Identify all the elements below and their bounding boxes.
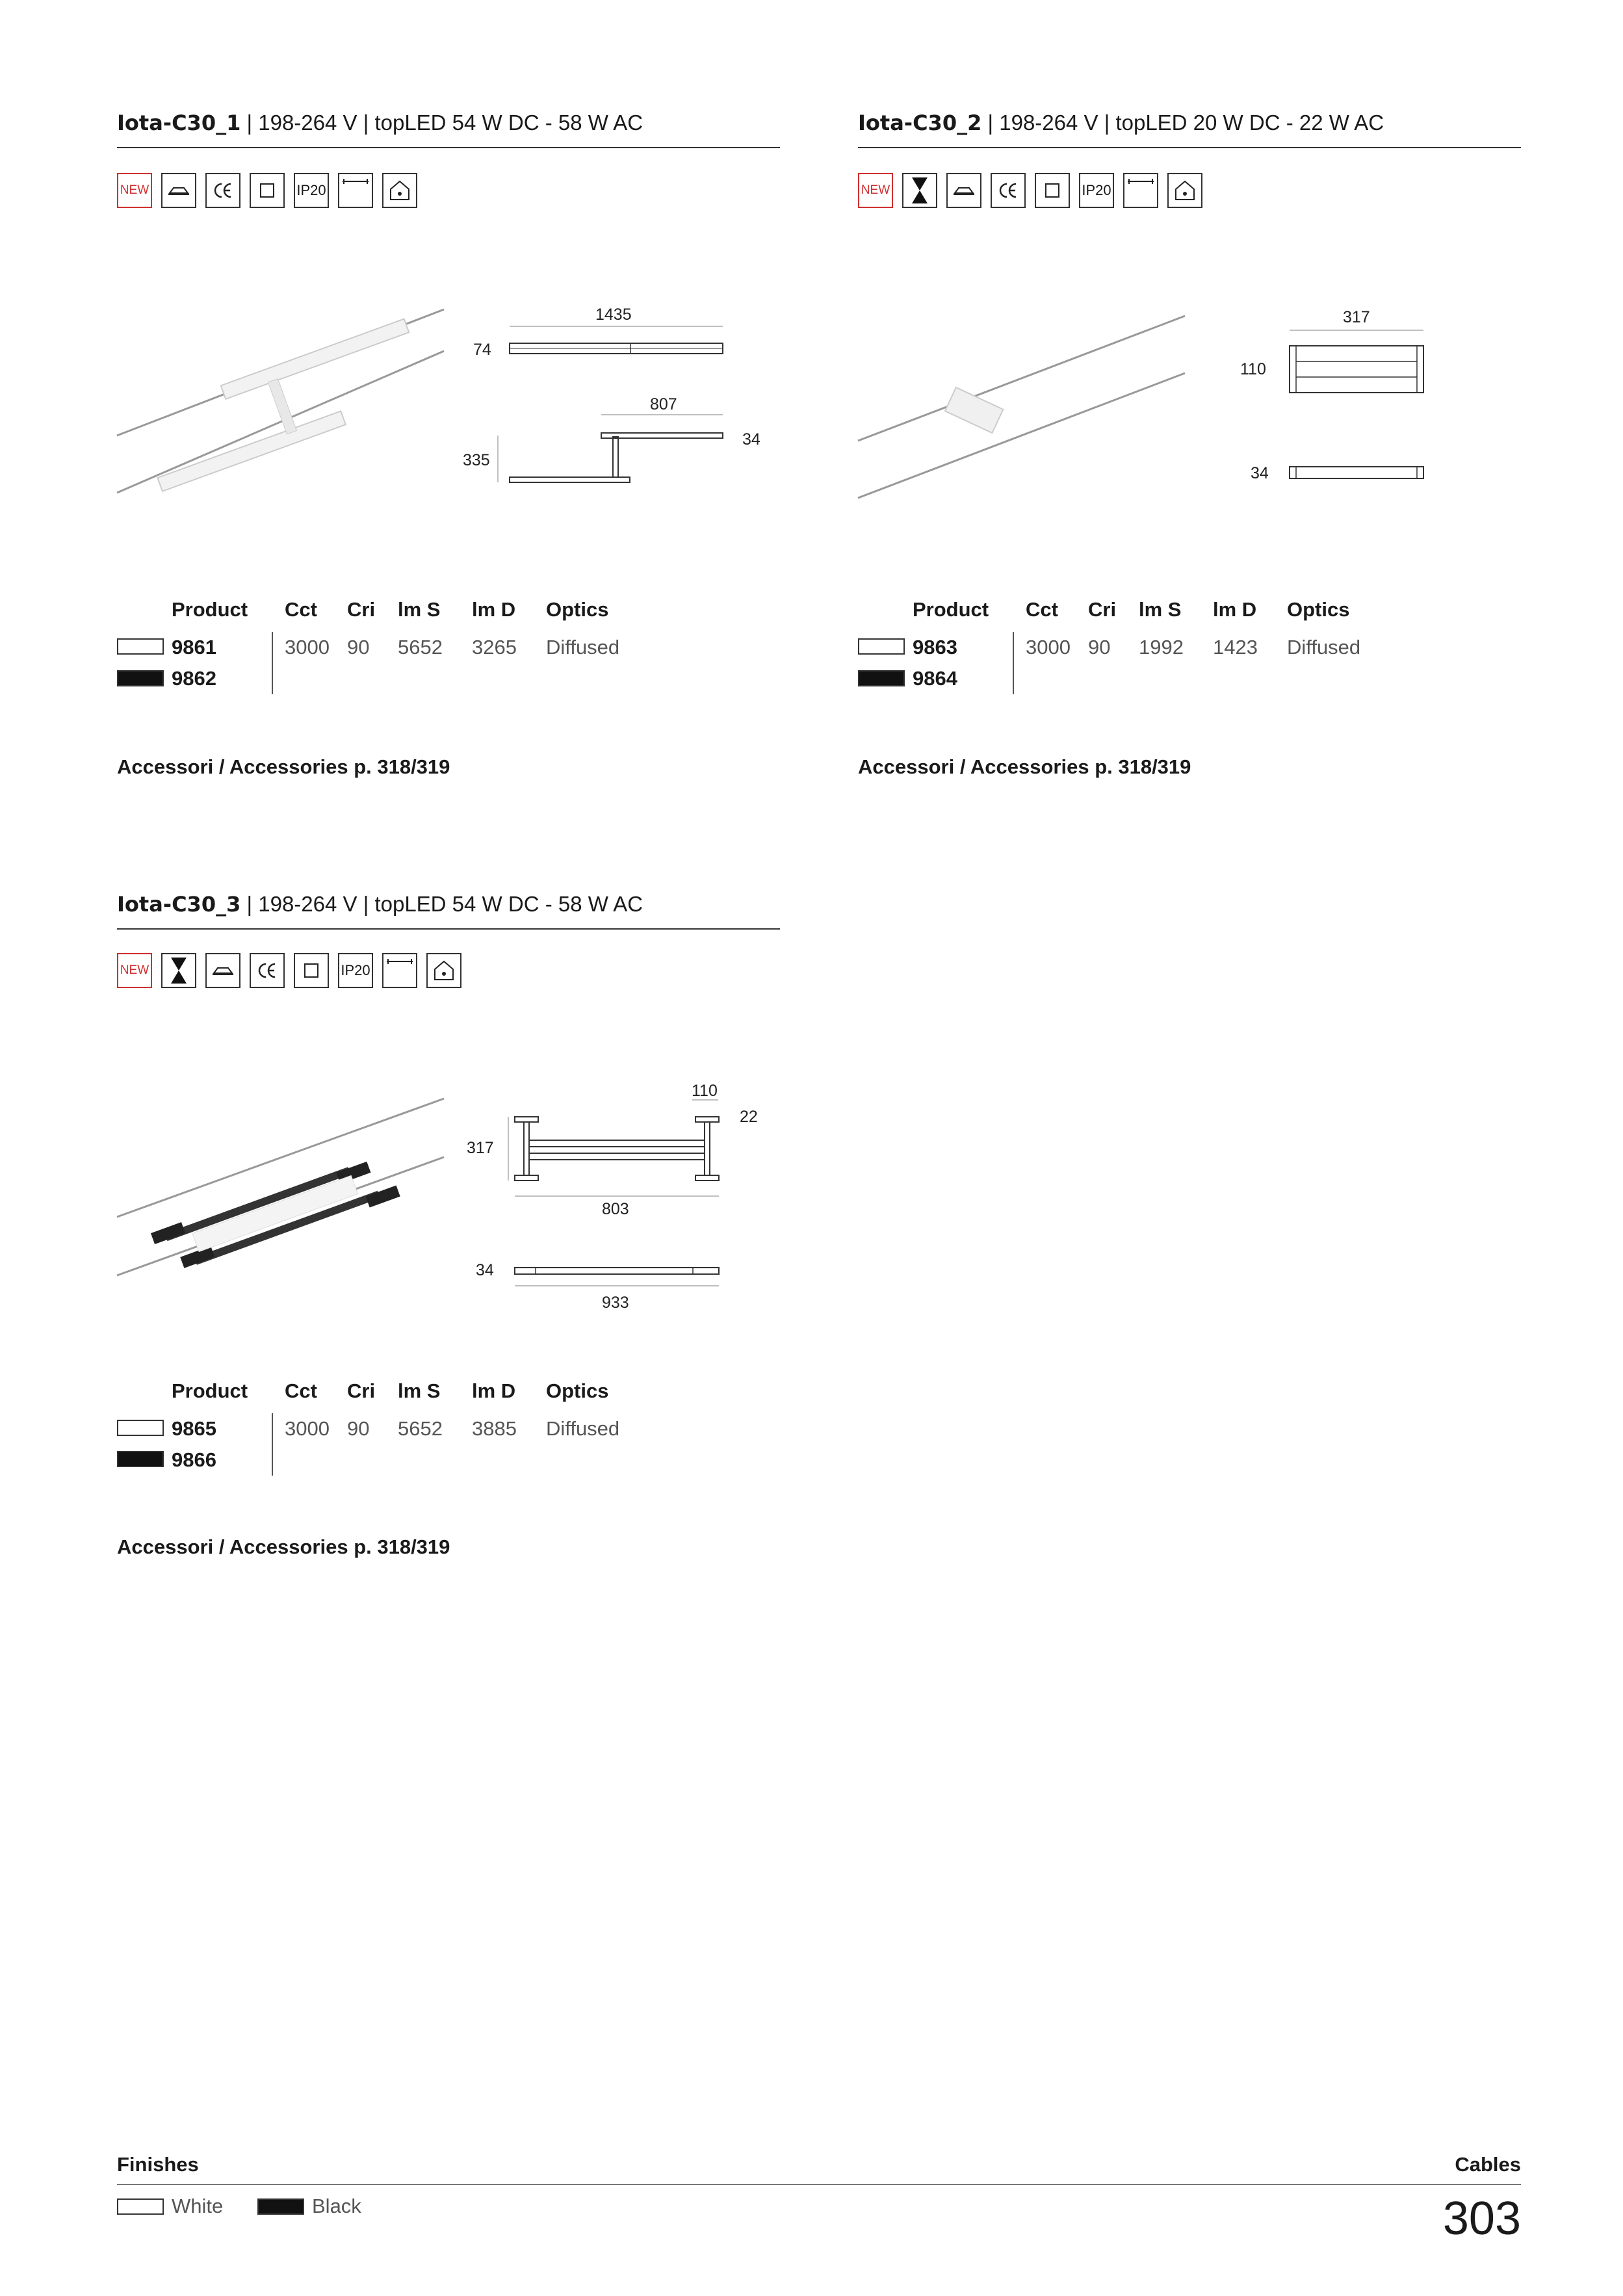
- col-header-optics: Optics: [546, 598, 609, 621]
- product-photo: [116, 1079, 454, 1287]
- col-header-lm-d: lm D: [472, 598, 516, 621]
- dimension-label: 317: [467, 1139, 494, 1157]
- ip20-icon: IP20: [1079, 173, 1114, 208]
- dimension-label: 34: [1251, 464, 1269, 482]
- dimension-label: 1435: [595, 306, 632, 324]
- page-number: 303: [1442, 2193, 1521, 2245]
- product-specs: | 198-264 V | topLED 54 W DC - 58 W AC: [240, 111, 643, 135]
- cct-value: 3000: [1026, 636, 1071, 659]
- cct-value: 3000: [285, 1417, 330, 1440]
- col-header-lm-d: lm D: [472, 1379, 516, 1402]
- class-ii-icon: [1035, 173, 1070, 208]
- indoor-icon: [1167, 173, 1202, 208]
- lm-s-value: 1992: [1139, 636, 1184, 659]
- technical-drawing: [494, 1079, 754, 1307]
- product-code: 9863: [913, 636, 957, 659]
- finish-swatch-black: [117, 670, 164, 686]
- product-title: [858, 111, 1384, 135]
- finish-swatch-white: [117, 638, 164, 655]
- accessories-link[interactable]: Accessori / Accessories p. 318/319: [858, 755, 1191, 778]
- optics-value: Diffused: [546, 636, 620, 659]
- col-header-cri: Cri: [347, 1379, 376, 1402]
- dimension-label: 34: [742, 430, 760, 449]
- col-header-product: Product: [913, 598, 989, 621]
- product-name: Iota-C30_3: [117, 892, 241, 917]
- rotation-icon: [161, 953, 196, 988]
- finish-swatch-black: [257, 2198, 304, 2215]
- accessories-link[interactable]: Accessori / Accessories p. 318/319: [117, 1535, 450, 1558]
- product-specs: | 198-264 V | topLED 20 W DC - 22 W AC: [981, 111, 1384, 135]
- product-specs: | 198-264 V | topLED 54 W DC - 58 W AC: [240, 892, 643, 916]
- technical-drawing: [1274, 299, 1443, 494]
- cable-mount-icon: [338, 173, 373, 208]
- cri-value: 90: [347, 1417, 370, 1440]
- ceiling-mount-icon: [161, 173, 196, 208]
- col-header-cri: Cri: [1088, 598, 1117, 621]
- dimension-label: 34: [476, 1261, 494, 1279]
- finish-swatch-black: [117, 1451, 164, 1467]
- product-code: 9866: [172, 1448, 216, 1471]
- cri-value: 90: [347, 636, 370, 659]
- ip20-icon: IP20: [294, 173, 329, 208]
- col-header-lm-s: lm S: [398, 598, 441, 621]
- lm-s-value: 5652: [398, 1417, 443, 1440]
- rotation-icon: [902, 173, 937, 208]
- col-header-cri: Cri: [347, 598, 376, 621]
- ceiling-mount-icon: [946, 173, 981, 208]
- lm-d-value: 3265: [472, 636, 517, 659]
- indoor-icon: [382, 173, 417, 208]
- product-name: Iota-C30_2: [858, 111, 982, 135]
- finishes-label: Finishes: [117, 2153, 199, 2176]
- product-code: 9861: [172, 636, 216, 659]
- product-code: 9862: [172, 667, 216, 690]
- dimension-label: 803: [602, 1200, 629, 1218]
- footer-divider: [117, 2184, 1521, 2185]
- product-title: [117, 892, 643, 917]
- new-badge: NEW: [858, 173, 893, 208]
- lm-d-value: 1423: [1213, 636, 1258, 659]
- dimension-label: 317: [1343, 308, 1370, 326]
- technical-drawing: [455, 299, 747, 501]
- product-photo: [857, 299, 1195, 501]
- ip20-icon: IP20: [338, 953, 373, 988]
- ce-mark-icon: [250, 953, 285, 988]
- ce-mark-icon: [991, 173, 1026, 208]
- ceiling-mount-icon: [205, 953, 240, 988]
- category-label: Cables: [1455, 2153, 1521, 2176]
- dimension-label: 110: [692, 1082, 718, 1100]
- dimension-label: 807: [650, 395, 677, 413]
- lm-s-value: 5652: [398, 636, 443, 659]
- finish-swatch-white: [117, 2198, 164, 2215]
- optics-value: Diffused: [1287, 636, 1361, 659]
- feature-icons: [117, 173, 417, 208]
- col-header-product: Product: [172, 598, 248, 621]
- new-badge: NEW: [117, 953, 152, 988]
- finish-swatch-white: [117, 1420, 164, 1436]
- title-divider: [117, 147, 780, 148]
- table-divider: [272, 1413, 273, 1476]
- dimension-label: 74: [473, 341, 491, 359]
- col-header-optics: Optics: [546, 1379, 609, 1402]
- feature-icons: [858, 173, 1202, 208]
- accessories-link[interactable]: Accessori / Accessories p. 318/319: [117, 755, 450, 778]
- table-divider: [272, 632, 273, 694]
- lm-d-value: 3885: [472, 1417, 517, 1440]
- product-name: Iota-C30_1: [117, 111, 241, 135]
- ce-mark-icon: [205, 173, 240, 208]
- feature-icons: [117, 953, 461, 988]
- product-code: 9864: [913, 667, 957, 690]
- class-ii-icon: [250, 173, 285, 208]
- finish-name: White: [172, 2195, 224, 2217]
- finish-name: Black: [312, 2195, 361, 2217]
- cable-mount-icon: [1123, 173, 1158, 208]
- optics-value: Diffused: [546, 1417, 620, 1440]
- col-header-lm-s: lm S: [398, 1379, 441, 1402]
- table-divider: [1013, 632, 1014, 694]
- cri-value: 90: [1088, 636, 1111, 659]
- col-header-cct: Cct: [285, 598, 317, 621]
- title-divider: [858, 147, 1521, 148]
- product-code: 9865: [172, 1417, 216, 1440]
- dimension-label: 933: [602, 1294, 629, 1312]
- col-header-lm-d: lm D: [1213, 598, 1257, 621]
- cct-value: 3000: [285, 636, 330, 659]
- finish-swatch-black: [858, 670, 905, 686]
- new-badge: NEW: [117, 173, 152, 208]
- product-title: [117, 111, 643, 135]
- title-divider: [117, 928, 780, 930]
- col-header-optics: Optics: [1287, 598, 1350, 621]
- col-header-lm-s: lm S: [1139, 598, 1182, 621]
- dimension-label: 335: [463, 451, 490, 469]
- col-header-cct: Cct: [285, 1379, 317, 1402]
- dimension-label: 22: [740, 1108, 758, 1126]
- dimension-label: 110: [1240, 360, 1266, 378]
- cable-mount-icon: [382, 953, 417, 988]
- col-header-cct: Cct: [1026, 598, 1058, 621]
- indoor-icon: [426, 953, 461, 988]
- product-photo: [116, 299, 454, 501]
- col-header-product: Product: [172, 1379, 248, 1402]
- class-ii-icon: [294, 953, 329, 988]
- finish-swatch-white: [858, 638, 905, 655]
